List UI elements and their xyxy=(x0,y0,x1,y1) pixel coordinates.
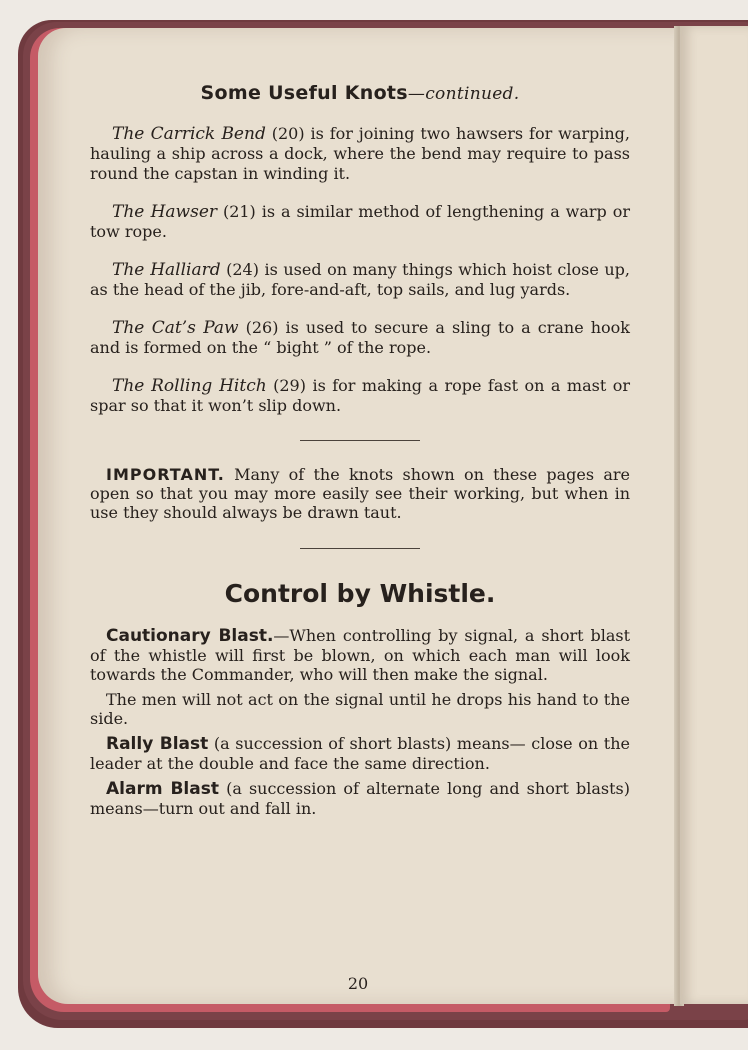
cautionary-paragraph xyxy=(90,626,630,684)
cautionary-text: —When controlling by signal, a short blast of the whistle will first be blown, on which each man will look towards the Commander, who will then make the signal. xyxy=(90,626,631,684)
heading-continued: —continued. xyxy=(407,84,520,104)
knot-paragraph xyxy=(90,124,630,184)
knot-description: (21) is a similar method of lengthening a warp or tow rope. xyxy=(90,202,631,241)
knot-paragraph xyxy=(90,202,630,242)
knot-paragraph xyxy=(90,318,630,358)
alarm-text: (a succession of alternate long and short blasts) means—turn out and fall in. xyxy=(90,779,630,818)
knot-paragraph xyxy=(90,260,630,300)
page-heading xyxy=(90,82,630,104)
knot-description: (20) is for joining two hawsers for warping, hauling a ship across a dock, where the bend may require to pass round the capstan in winding it. xyxy=(90,124,630,183)
knot-description: (29) is for making a rope fast on a mast or spar so that it won’t slip down. xyxy=(90,376,630,415)
alarm-label: Alarm Blast xyxy=(106,779,219,799)
right-page xyxy=(680,26,748,1004)
page-number: 20 xyxy=(347,974,369,993)
alarm-paragraph xyxy=(90,779,630,818)
important-text: Many of the knots shown on these pages are open so that you may more easily see their working, but when in use they should always be drawn taut. xyxy=(90,465,630,522)
page-content xyxy=(90,82,630,824)
men-text: The men will not act on the signal until he drops his hand to the side. xyxy=(90,690,630,728)
heading-main: Some Useful Knots xyxy=(200,82,408,104)
men-paragraph xyxy=(90,690,630,728)
knot-name: The Cat’s Paw xyxy=(112,318,239,338)
rally-label: Rally Blast xyxy=(106,734,209,754)
cautionary-label: Cautionary Blast. xyxy=(106,626,274,646)
knot-name: The Hawser xyxy=(112,202,218,222)
divider-rule xyxy=(300,548,420,549)
important-label: IMPORTANT. xyxy=(106,465,225,484)
knot-description: (24) is used on many things which hoist close up, as the head of the jib, fore-and-aft, top sails, and lug yards. xyxy=(90,260,630,299)
knot-name: The Rolling Hitch xyxy=(112,376,267,396)
rally-paragraph xyxy=(90,734,630,773)
knot-name: The Halliard xyxy=(112,260,221,280)
important-note xyxy=(90,465,630,522)
rally-text: (a succession of short blasts) means— close on the leader at the double and face the same direction. xyxy=(90,734,631,773)
knot-paragraph xyxy=(90,376,630,416)
knot-description: (26) is used to secure a sling to a crane hook and is formed on the “ bight ” of the rope. xyxy=(90,318,630,357)
knot-name: The Carrick Bend xyxy=(112,124,266,144)
section-title: Control by Whistle. xyxy=(224,579,496,608)
divider-rule xyxy=(300,440,420,441)
